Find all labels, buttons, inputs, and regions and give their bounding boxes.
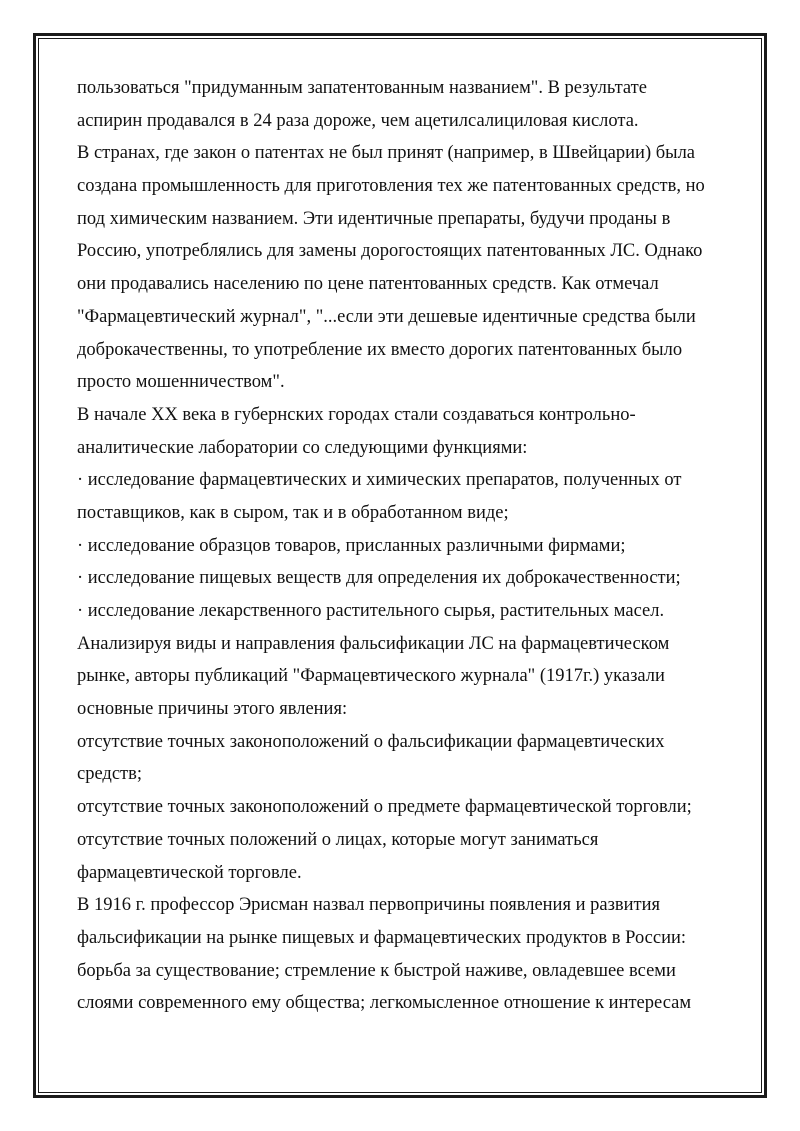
text-line: отсутствие точных законоположений о предмете фармацевтической торговли; [77,797,692,818]
text-line: средств; [77,764,143,785]
document-text [77,72,737,1020]
text-line: аспирин продавался в 24 раза дороже, чем ацетилсалициловая кислота. [77,110,639,131]
text-line: отсутствие точных законоположений о фальсификации фармацевтических [77,731,665,752]
text-line: основные причины этого явления: [77,699,348,720]
text-line: фармацевтической торговле. [77,862,302,883]
text-line: рынке, авторы публикаций "Фармацевтического журнала" (1917г.) указали [77,666,665,687]
text-line: они продавались населению по цене патентованных средств. Как отмечал [77,274,659,295]
text-line: "Фармацевтический журнал", "...если эти дешевые идентичные средства были [77,306,696,327]
text-line: фальсификации на рынке пищевых и фармацевтических продуктов в России: [77,927,687,948]
text-line: Россию, употреблялись для замены дорогостоящих патентованных ЛС. Однако [77,241,703,262]
list-item-line: · исследование образцов товаров, присланных различными фирмами; [77,535,626,556]
text-line: В 1916 г. профессор Эрисман назвал первопричины появления и развития [77,895,661,916]
list-item-line: · исследование пищевых веществ для определения их доброкачественности; [77,568,681,589]
text-line: В начале XX века в губернских городах стали создаваться контрольно- [77,404,636,425]
text-line: слоями современного ему общества; легкомысленное отношение к интересам [77,993,692,1014]
text-line: В странах, где закон о патентах не был принят (например, в Швейцарии) была [77,143,696,164]
list-item-line: · исследование фармацевтических и химических препаратов, полученных от [77,470,682,491]
text-line: борьба за существование; стремление к быстрой наживе, овладевшее всеми [77,960,676,981]
list-item-line: поставщиков, как в сыром, так и в обработанном виде; [77,502,509,523]
text-line: отсутствие точных положений о лицах, которые могут заниматься [77,829,599,850]
text-line: аналитические лаборатории со следующими функциями: [77,437,528,458]
text-line: создана промышленность для приготовления тех же патентованных средств, но [77,176,705,197]
text-line: пользоваться "придуманным запатентованным названием". В результате [77,78,647,98]
text-line: под химическим названием. Эти идентичные препараты, будучи проданы в [77,208,671,229]
text-line: просто мошенничеством". [77,372,285,393]
text-line: Анализируя виды и направления фальсификации ЛС на фармацевтическом [77,633,670,654]
list-item-line: · исследование лекарственного растительного сырья, растительных масел. [77,601,665,621]
text-line: доброкачественны, то употребление их вместо дорогих патентованных было [77,339,683,360]
